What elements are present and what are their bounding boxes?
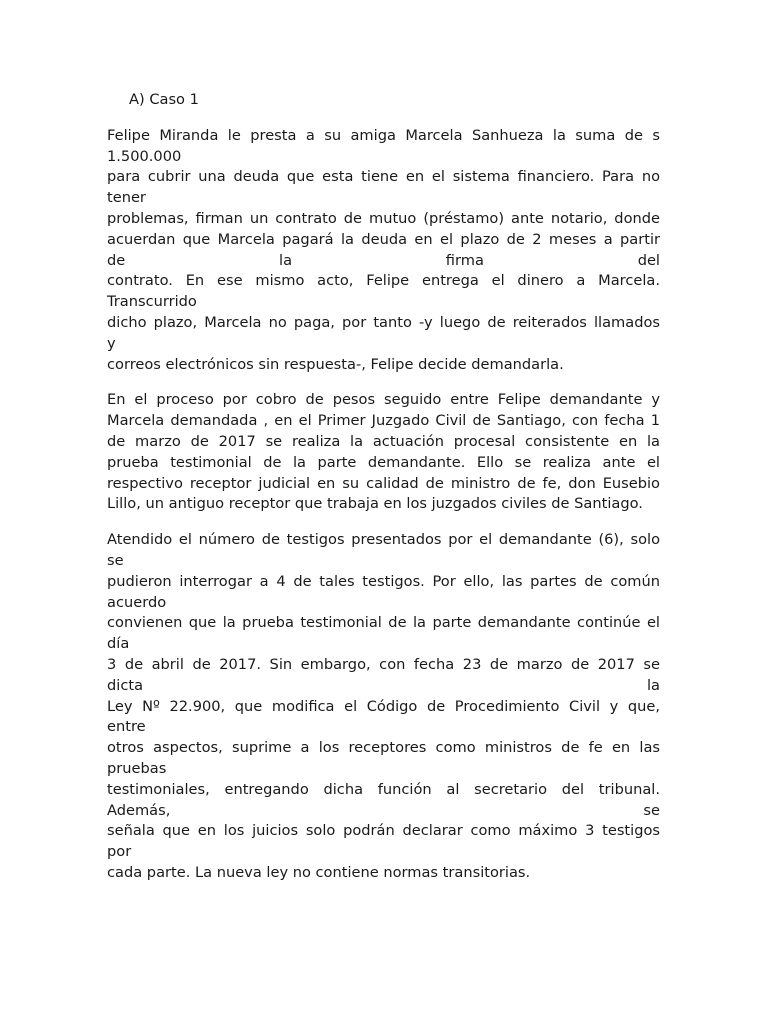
text-line: otros aspectos, suprime a los receptores como ministros de fe en las bbox=[107, 739, 660, 757]
text-line: Ley Nº 22.900, que modifica el Código de Procedimiento Civil y que, bbox=[107, 697, 660, 715]
text-line: contrato. En ese mismo acto, Felipe entrega el dinero a Marcela. bbox=[107, 272, 660, 290]
text-line: Felipe Miranda le presta a su amiga Marcela Sanhueza la suma de s bbox=[107, 126, 660, 144]
text-line: para cubrir una deuda que esta tiene en el sistema financiero. Para no bbox=[107, 168, 660, 186]
text-line: y bbox=[107, 334, 116, 352]
text-line: de marzo de 2017 se realiza la actuación procesal consistente en la bbox=[107, 432, 660, 450]
text-line: problemas, firman un contrato de mutuo (préstamo) ante notario, donde bbox=[107, 209, 660, 227]
text-line: tener bbox=[107, 189, 146, 207]
text-line: se bbox=[107, 551, 124, 569]
text-line: respectivo receptor judicial en su calidad de ministro de fe, don Eusebio bbox=[107, 474, 660, 492]
text-line: Además, se bbox=[107, 801, 660, 819]
text-line: pudieron interrogar a 4 de tales testigos. Por ello, las partes de común bbox=[107, 572, 660, 590]
text-line: por bbox=[107, 843, 132, 861]
paragraph-3 bbox=[107, 530, 660, 884]
text-line: correos electrónicos sin respuesta-, Felipe decide demandarla. bbox=[107, 355, 564, 373]
paragraph-2 bbox=[107, 390, 660, 515]
text-line: dicta la bbox=[107, 676, 660, 694]
text-line: entre bbox=[107, 718, 146, 736]
text-line: prueba testimonial de la parte demandante. Ello se realiza ante el bbox=[107, 453, 660, 471]
text-line: Lillo, un antiguo receptor que trabaja en los juzgados civiles de Santiago. bbox=[107, 495, 643, 513]
text-line: señala que en los juicios solo podrán declarar como máximo 3 testigos bbox=[107, 822, 660, 840]
text-line: 1.500.000 bbox=[107, 147, 182, 165]
text-line: Transcurrido bbox=[107, 293, 197, 311]
text-line: testimoniales, entregando dicha función al secretario del tribunal. bbox=[107, 780, 660, 798]
text-line: dicho plazo, Marcela no paga, por tanto -y luego de reiterados llamados bbox=[107, 313, 660, 331]
text-line: Atendido el número de testigos presentados por el demandante (6), solo bbox=[107, 531, 660, 549]
text-line: convienen que la prueba testimonial de la parte demandante continúe el bbox=[107, 614, 660, 632]
text-line: cada parte. La nueva ley no contiene normas transitorias. bbox=[107, 863, 531, 881]
text-line: 3 de abril de 2017. Sin embargo, con fecha 23 de marzo de 2017 se bbox=[107, 655, 660, 673]
paragraph-1 bbox=[107, 126, 660, 376]
document-page bbox=[107, 90, 660, 899]
text-line: pruebas bbox=[107, 759, 167, 777]
text-line: de la firma del bbox=[107, 251, 660, 269]
text-line: En el proceso por cobro de pesos seguido entre Felipe demandante y bbox=[107, 391, 660, 409]
case-heading: A) Caso 1 bbox=[129, 91, 199, 108]
paragraphs-container bbox=[107, 126, 660, 884]
text-line: día bbox=[107, 635, 130, 653]
text-line: acuerdo bbox=[107, 593, 167, 611]
text-line: acuerdan que Marcela pagará la deuda en el plazo de 2 meses a partir bbox=[107, 230, 660, 248]
text-line: Marcela demandada , en el Primer Juzgado Civil de Santiago, con fecha 1 bbox=[107, 412, 660, 430]
